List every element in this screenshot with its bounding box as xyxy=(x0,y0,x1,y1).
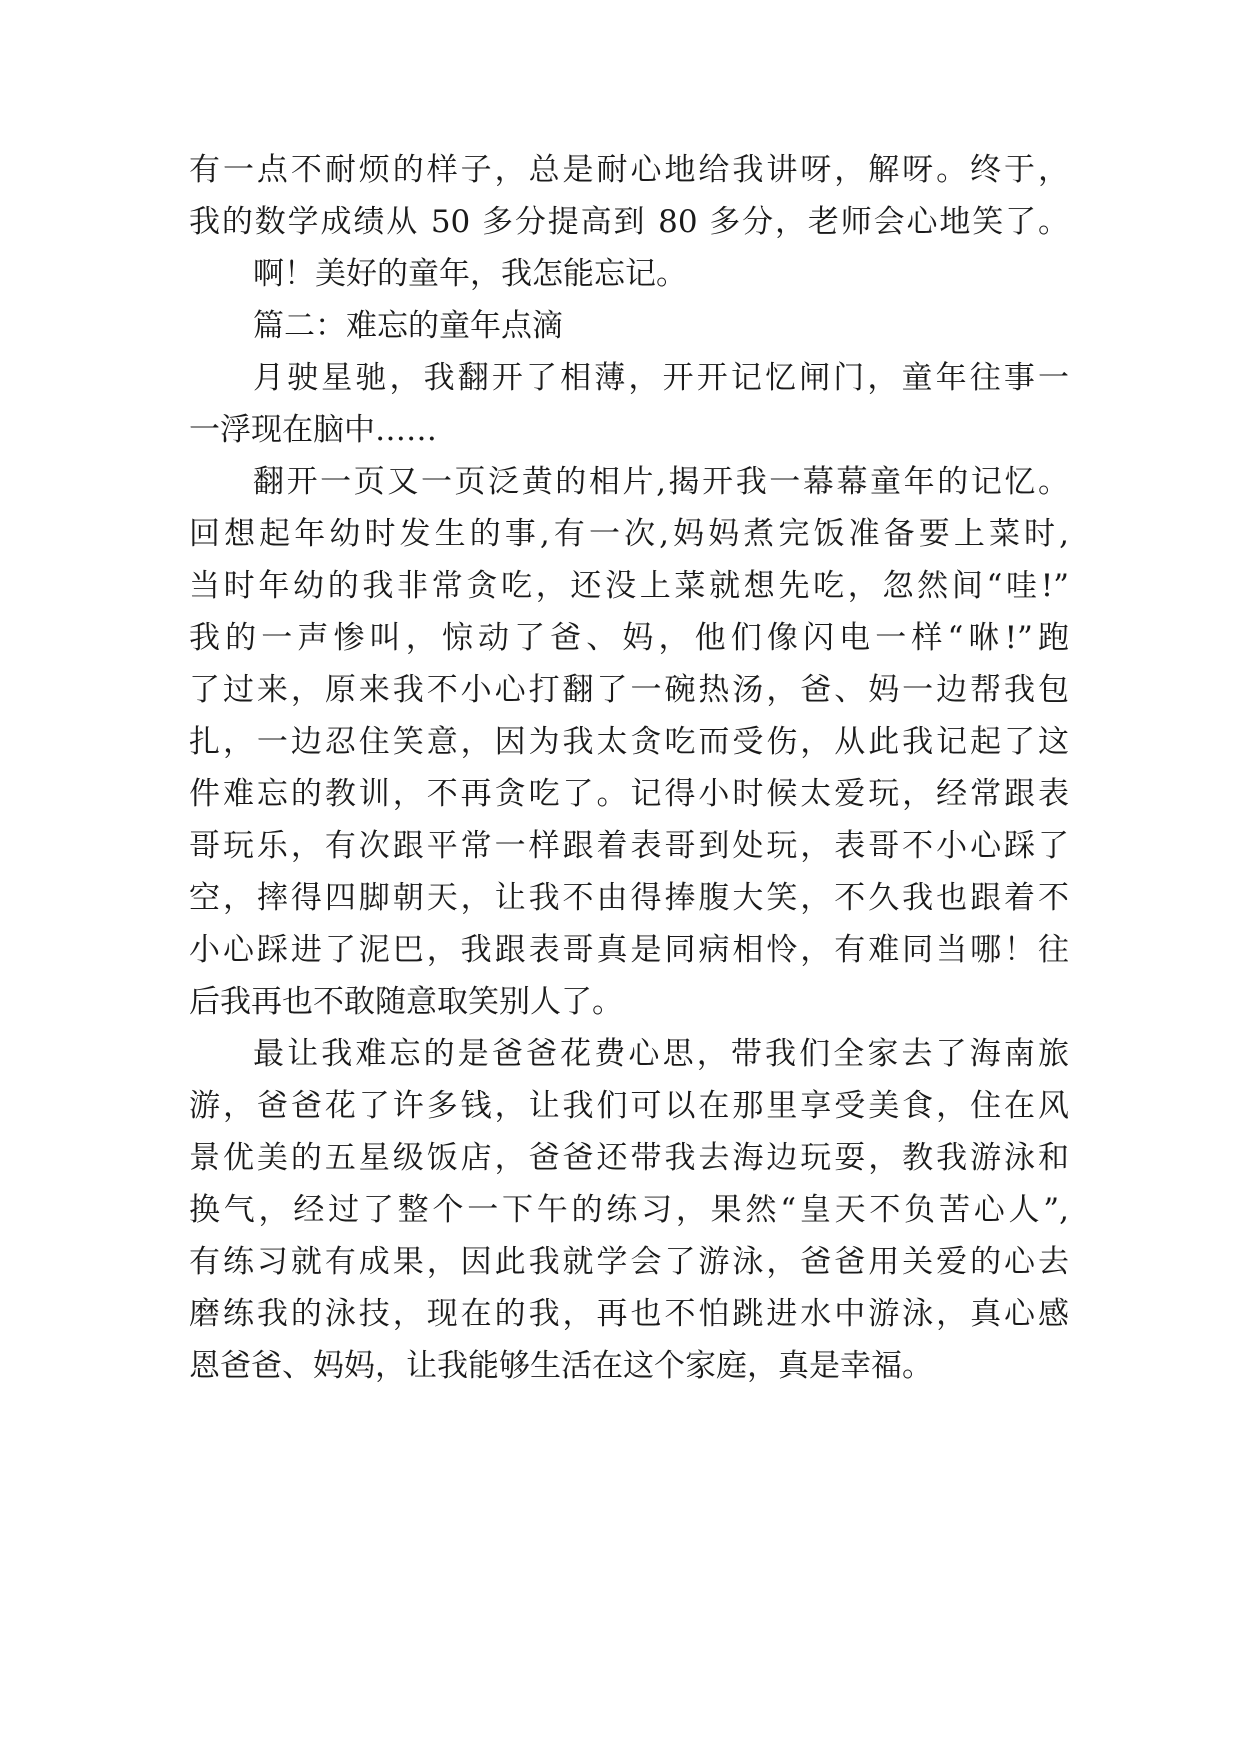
text-line: 磨练我的泳技，现在的我，再也不怕跳进水中游泳，真心感 xyxy=(189,1296,1069,1332)
text-line: 一浮现在脑中…… xyxy=(189,412,437,448)
text-line: 小心踩进了泥巴，我跟表哥真是同病相怜，有难同当哪！往 xyxy=(189,932,1069,968)
text-line: 啊！美好的童年，我怎能忘记。 xyxy=(253,256,687,292)
text-line: 景优美的五星级饭店，爸爸还带我去海边玩耍，教我游泳和 xyxy=(189,1140,1069,1176)
text-line: 扎，一边忍住笑意，因为我太贪吃而受伤，从此我记起了这 xyxy=(189,724,1069,760)
section-heading: 篇二：难忘的童年点滴 xyxy=(253,308,563,344)
text-line: 恩爸爸、妈妈，让我能够生活在这个家庭，真是幸福。 xyxy=(189,1348,933,1384)
text-line: 我的数学成绩从 50 多分提高到 80 多分，老师会心地笑了。 xyxy=(189,204,1069,240)
text-line: 有练习就有成果，因此我就学会了游泳，爸爸用关爱的心去 xyxy=(189,1244,1069,1280)
text-line: 回想起年幼时发生的事,有一次,妈妈煮完饭准备要上菜时, xyxy=(189,516,1069,552)
text-line: 最让我难忘的是爸爸花费心思，带我们全家去了海南旅 xyxy=(253,1036,1069,1072)
text-line: 了过来，原来我不小心打翻了一碗热汤，爸、妈一边帮我包 xyxy=(189,672,1069,708)
text-line: 当时年幼的我非常贪吃，还没上菜就想先吃，忽然间“哇!” xyxy=(189,568,1069,604)
text-line: 空，摔得四脚朝天，让我不由得捧腹大笑，不久我也跟着不 xyxy=(189,880,1069,916)
text-line: 哥玩乐，有次跟平常一样跟着表哥到处玩，表哥不小心踩了 xyxy=(189,828,1069,864)
text-line: 月驶星驰，我翻开了相薄，开开记忆闸门，童年往事一 xyxy=(253,360,1069,396)
text-line: 游，爸爸花了许多钱，让我们可以在那里享受美食，住在风 xyxy=(189,1088,1069,1124)
text-line: 换气，经过了整个一下午的练习，果然“皇天不负苦心人”, xyxy=(189,1192,1069,1228)
text-line: 件难忘的教训，不再贪吃了。记得小时候太爱玩，经常跟表 xyxy=(189,776,1069,812)
text-line: 翻开一页又一页泛黄的相片,揭开我一幕幕童年的记忆。 xyxy=(253,464,1069,500)
text-line: 有一点不耐烦的样子，总是耐心地给我讲呀，解呀。终于， xyxy=(189,152,1069,188)
text-line: 后我再也不敢随意取笑别人了。 xyxy=(189,984,623,1020)
text-line: 我的一声惨叫，惊动了爸、妈，他们像闪电一样“咻!”跑 xyxy=(189,620,1069,656)
